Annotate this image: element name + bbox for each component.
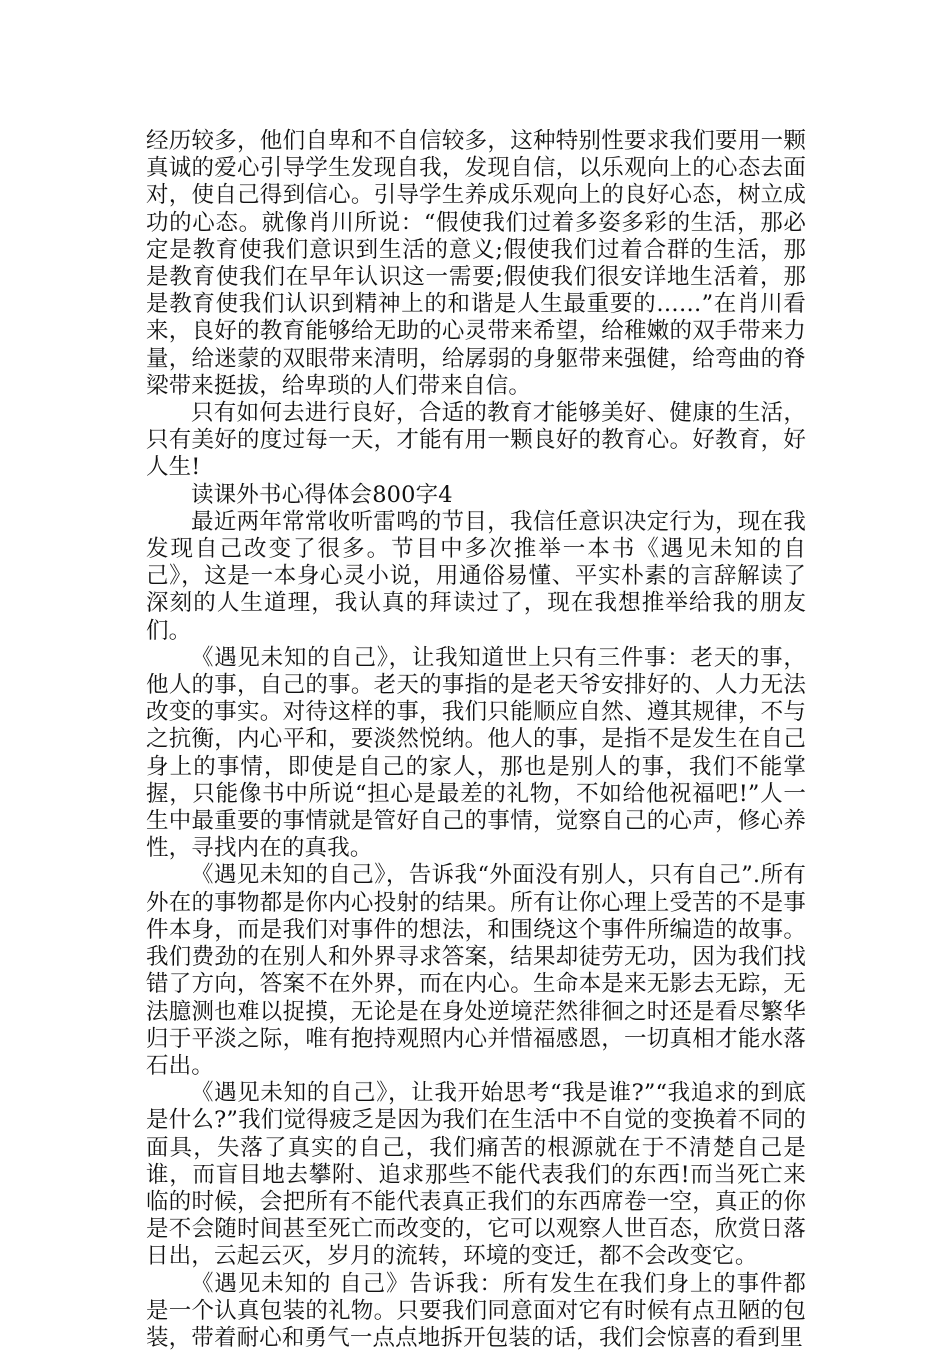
paragraph-1: 经历较多，他们自卑和不自信较多，这种特别性要求我们要用一颗真诚的爱心引导学生发现自我，发现自信，以乐观向上的心态去面对，使自己得到信心。引导学生养成乐观向上的良好心态，树立成功的心态。就像肖川所说：“假使我们过着多姿多彩的生活，那必定是教育使我们意识到生活的意义;假使我们过着合群的生活，那是教育使我们在早年认识这一需要;假使我们很安详地生活着，那是教育使我们认识到精神上的和谐是人生最重要的……”在肖川看来，良好的教育能够给无助的心灵带来希望，给稚嫩的双手带来力量，给迷蒙的双眼带来清明，给孱弱的身躯带来强健，给弯曲的脊梁带来挺拔，给卑琐的人们带来自信。 [146,128,806,399]
paragraph-4: 《遇见未知的自己》，让我知道世上只有三件事：老天的事，他人的事，自己的事。老天的事指的是老天爷安排好的、人力无法改变的事实。对待这样的事，我们只能顺应自然、遵其规律，不与之抗衡，内心平和，要淡然悦纳。他人的事，是指不是发生在自己身上的事情，即使是自己的家人，那也是别人的事，我们不能掌握，只能像书中所说“担心是最差的礼物，不如给他祝福吧!”人一生中最重要的事情就是管好自己的事情，觉察自己的心声，修心养性，寻找内在的真我。 [146,644,806,862]
paragraph-5: 《遇见未知的自己》，告诉我“外面没有别人，只有自己”.所有外在的事物都是你内心投射的结果。所有让你心理上受苦的不是事件本身，而是我们对事件的想法，和围绕这个事件所编造的故事。我们费劲的在别人和外界寻求答案，结果却徒劳无功，因为我们找错了方向，答案不在外界，而在内心。生命本是来无影去无踪，无法臆测也难以捉摸，无论是在身处逆境茫然徘徊之时还是看尽繁华归于平淡之际，唯有抱持观照内心并惜福感恩，一切真相才能水落石出。 [146,862,806,1079]
paragraph-2: 只有如何去进行良好，合适的教育才能够美好、健康的生活，只有美好的度过每一天，才能有用一颗良好的教育心。好教育，好人生! [146,400,806,481]
paragraph-3: 最近两年常常收听雷鸣的节目，我信任意识决定行为，现在我发现自己改变了很多。节目中多次推举一本书《遇见未知的自己》，这是一本身心灵小说，用通俗易懂、平实朴素的言辞解读了深刻的人生道理，我认真的拜读过了，现在我想推举给我的朋友们。 [146,508,806,644]
section-heading: 读课外书心得体会800字4 [191,481,453,508]
paragraph-7: 《遇见未知的 自己》告诉我：所有发生在我们身上的事件都是一个认真包装的礼物。只要我们同意面对它有时候有点丑陋的包装，带着耐心和勇气一点点地拆开包装的话，我们会惊喜的看到里 [146,1270,806,1351]
paragraph-6: 《遇见未知的自己》，让我开始思考“我是谁?”“我追求的到底是什么?”我们觉得疲乏是因为我们在生活中不自觉的变换着不同的面具，失落了真实的自己，我们痛苦的根源就在于不清楚自己是谁，而盲目地去攀附、追求那些不能代表我们的东西!而当死亡来临的时候，会把所有不能代表真正我们的东西席卷一空，真正的你是不会随时间甚至死亡而改变的，它可以观察人世百态，欣赏日落日出，云起云灭，岁月的流转，环境的变迁，都不会改变它。 [146,1080,806,1270]
document-page [146,128,806,1352]
